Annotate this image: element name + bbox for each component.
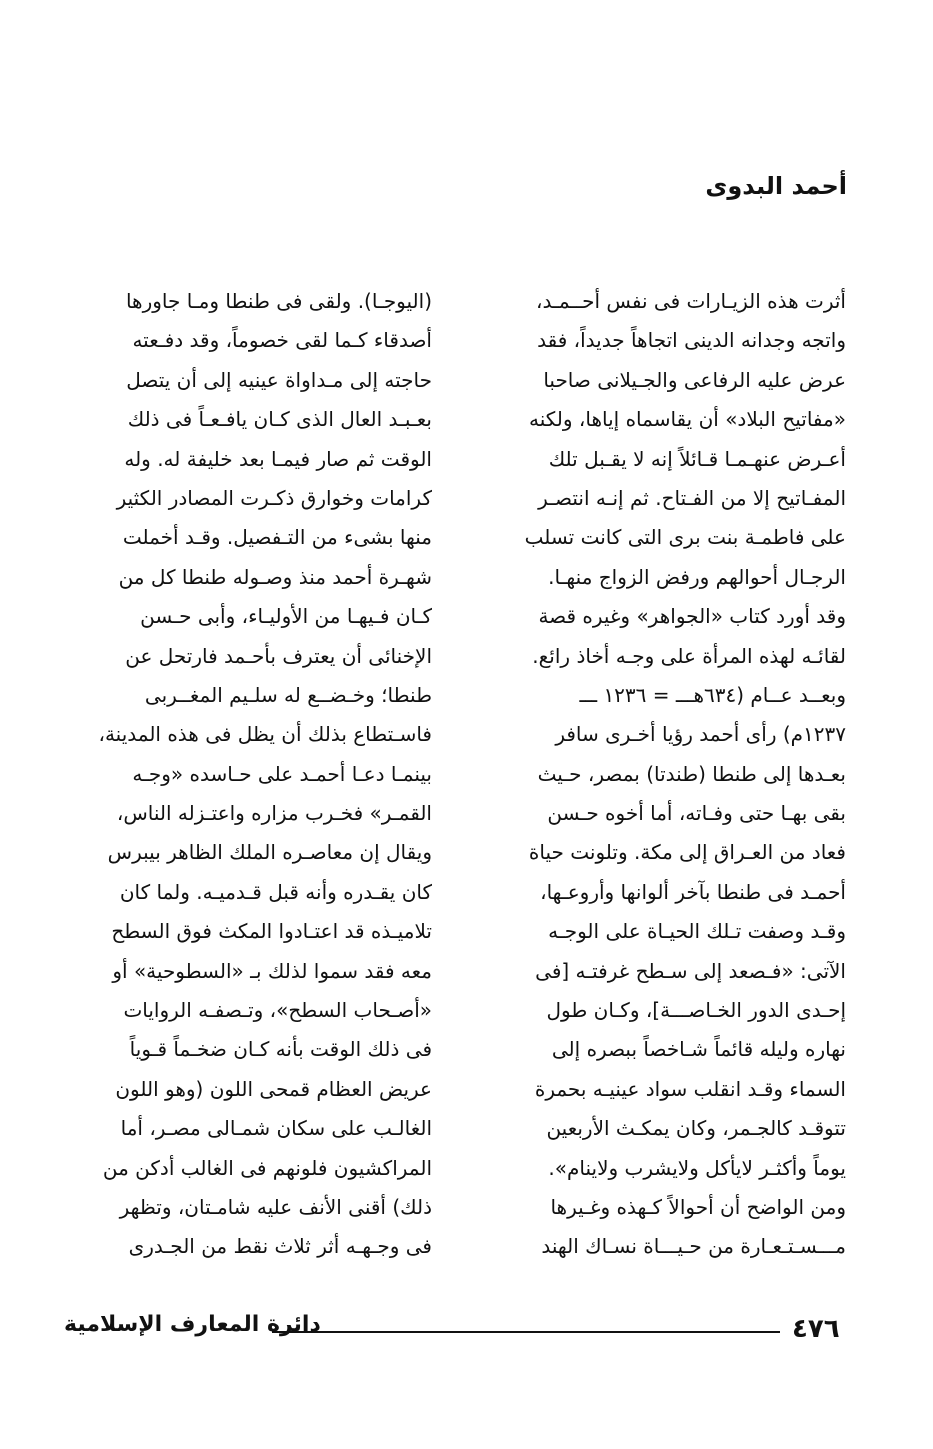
text-line: عرض عليه الرفاعى والجـيلانى صاحبا	[543, 367, 846, 392]
left-text-column	[76, 282, 432, 1267]
text-line: أثرت هذه الزيـارات فى نفس أحــمـد،	[536, 289, 846, 313]
text-line: الآتى: «فـصعد إلى سـطح غرفتـه [فى	[535, 958, 846, 983]
text-line: فاسـتطاع بذلك أن يظل فى هذه المدينة،	[98, 722, 432, 747]
text-line: مـــسـتـعـارة من حـيـــاة نسـاك الهند	[541, 1234, 846, 1259]
text-line: الغالـب على سكان شمـالى مصـر، أما	[120, 1116, 432, 1141]
text-line: كرامات وخوارق ذكـرت المصادر الكثير	[116, 485, 432, 510]
text-line: بعـبـد العال الذى كـان يافـعـاً فى ذلك	[127, 407, 432, 432]
text-line: ذلك) أقنى الأنف عليه شامـتان، وتظهر	[119, 1194, 432, 1219]
text-line: نهاره وليله قائماً شـاخصاً ببصره إلى	[551, 1037, 846, 1062]
text-line: الإخنائى أن يعترف بأحـمد فارتحل عن	[125, 643, 432, 668]
text-line: بعـدها إلى طنطا (طندتا) بمصر، حـيث	[537, 761, 846, 786]
text-line: ويقال إن معاصـره الملك الظاهر بيبرس	[107, 840, 432, 865]
text-line: طنطا؛ وخـضــع له سلـيم المغــربى	[144, 682, 432, 707]
text-line: ومن الواضح أن أحوالاً كـهذه وغـيرها	[550, 1194, 846, 1219]
text-line: الرجـال أحوالهم ورفض الزواج منهـا.	[548, 564, 846, 589]
text-line: بينمـا دعـا أحمـد على حـاسده «وجـه	[132, 761, 432, 786]
text-line: أصدقاء كـما لقى خصوماً، وقد دفـعته	[132, 328, 432, 353]
text-line: واتجه وجدانه الدينى اتجاهاً جديداً، فقد	[537, 328, 846, 353]
text-line: على فاطمـة بنت برى التى كانت تسلب	[524, 525, 846, 550]
text-line: أحمـد فى طنطا بآخر ألوانها وأروعـها،	[540, 879, 846, 904]
text-line: وقد أورد كتاب «الجواهر» وغيره قصة	[538, 604, 846, 629]
right-text-column	[490, 282, 846, 1267]
text-line: حاجته إلى مـداواة عينيه إلى أن يتصل	[126, 367, 432, 392]
text-line: لقائـه لهذه المرأة على وجـه أخاذ رائع.	[532, 643, 846, 668]
text-line: كان يقـدره وأنه قبل قـدميـه. ولما كان	[119, 879, 432, 904]
text-line: كـان فـيهـا من الأوليـاء، وأبى حـسن	[140, 604, 432, 629]
text-line: إحـدى الدور الخـاصـــة]، وكـان طول	[546, 998, 846, 1023]
text-line: فى وجـهـه أثر ثلاث نقط من الجـدرى	[128, 1234, 432, 1259]
text-line: المفـاتيح إلا من الفـتاح. ثم إنـه انتصـر	[538, 485, 846, 510]
text-line: ١٢٣٧م) رأى أحمد رؤيا أخـرى سافر	[555, 722, 846, 747]
text-line: منها بشىء من التـفصيل. وقـد أخملت	[122, 525, 432, 550]
text-line: فعاد من العـراق إلى مكة. وتلونت حياة	[528, 840, 846, 865]
text-line: يوماً وأكثـر لايأكل ولايشرب ولاينام».	[548, 1155, 846, 1180]
text-line: أعـرض عنهـمـا قـائلاً إنه لا يقـبل تلك	[548, 446, 846, 471]
text-line: معه فقد سموا لذلك بـ «السطوحية» أو	[112, 958, 432, 983]
text-line: السماء وقـد انقلب سواد عينيـه بحمرة	[534, 1076, 846, 1101]
page-number: ٤٧٦	[792, 1314, 840, 1344]
text-line: (اليوجـا). ولقى فى طنطا ومـا جاورها	[125, 289, 432, 313]
text-line: المراكشيون فلونهم فى الغالب أدكن من	[102, 1155, 432, 1180]
footer-publication-title: دائرة المعارف الإسلامية	[64, 1312, 321, 1337]
text-line: القمـر» فخـرب مزاره واعتـزله الناس،	[116, 801, 432, 826]
footer-divider	[272, 1331, 780, 1333]
text-line: وقـد وصفت تـلك الحيـاة على الوجـه	[548, 919, 846, 944]
text-line: شهـرة أحمد منذ وصـوله طنطا كل من	[118, 564, 432, 589]
text-line: «مفاتيح البلاد» أن يقاسماه إياها، ولكنه	[528, 407, 846, 432]
text-line: بقى بهـا حتى وفـاته، أما أخوه حـسن	[547, 801, 846, 826]
running-head-title: أحمد البدوى	[705, 172, 847, 200]
text-line: عريض العظام قمحى اللون (وهو اللون	[115, 1076, 432, 1101]
text-line: «أصـحاب السطح»، وتـصفـه الروايات	[123, 998, 432, 1023]
text-line: وبعــد عــام (٦٣٤هـــ = ١٢٣٦ ـــ	[579, 682, 846, 707]
text-line: تلاميـذه قد اعتـادوا المكث فوق السطح	[111, 919, 432, 944]
text-line: فى ذلك الوقت بأنه كـان ضخـماً قـوياً	[129, 1037, 432, 1062]
text-line: الوقت ثم صار فيمـا بعد خليفة له. وله	[124, 446, 432, 471]
text-line: تتوقـد كالجـمر، وكان يمكـث الأربعين	[546, 1116, 846, 1141]
